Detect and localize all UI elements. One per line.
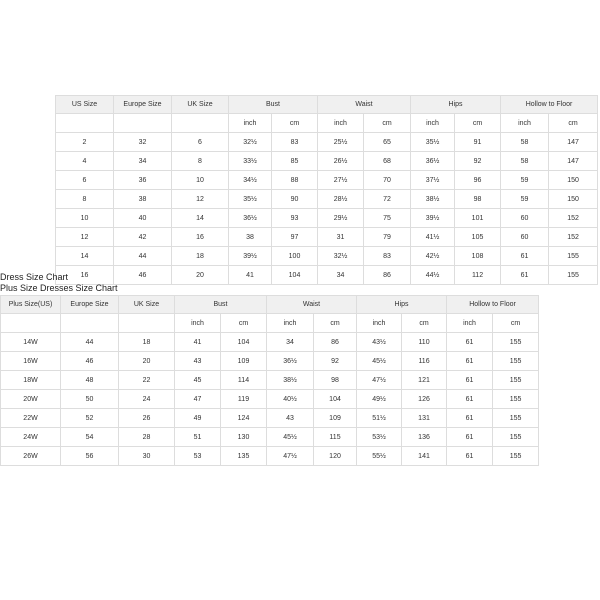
value-cell: 16 (172, 228, 229, 247)
size-cell: 24W (1, 428, 61, 447)
value-cell: 120 (314, 447, 357, 466)
value-cell: 26½ (318, 152, 364, 171)
value-cell: 29½ (318, 209, 364, 228)
value-cell: 32 (114, 133, 172, 152)
empty-cell (172, 114, 229, 133)
header-cell: Hollow to Floor (447, 296, 539, 314)
table-header-row (56, 96, 598, 114)
unit-cell: cm (549, 114, 598, 133)
value-cell: 38½ (267, 371, 314, 390)
value-cell: 35½ (411, 133, 455, 152)
value-cell: 155 (493, 371, 539, 390)
value-cell: 86 (364, 266, 411, 285)
value-cell: 46 (114, 266, 172, 285)
value-cell: 30 (119, 447, 175, 466)
value-cell: 112 (455, 266, 501, 285)
header-cell: Hips (411, 96, 501, 114)
value-cell: 70 (364, 171, 411, 190)
value-cell: 60 (501, 209, 549, 228)
value-cell: 40 (114, 209, 172, 228)
value-cell: 53½ (357, 428, 402, 447)
table-row (1, 428, 539, 447)
size-cell: 18W (1, 371, 61, 390)
value-cell: 41½ (411, 228, 455, 247)
value-cell: 155 (549, 266, 598, 285)
value-cell: 85 (272, 152, 318, 171)
value-cell: 83 (364, 247, 411, 266)
value-cell: 47 (175, 390, 221, 409)
value-cell: 141 (402, 447, 447, 466)
value-cell: 27½ (318, 171, 364, 190)
table-row (56, 171, 598, 190)
value-cell: 61 (447, 371, 493, 390)
value-cell: 152 (549, 228, 598, 247)
header-cell: Waist (318, 96, 411, 114)
empty-cell (119, 314, 175, 333)
size-cell: 20W (1, 390, 61, 409)
size-cell: 16W (1, 352, 61, 371)
value-cell: 61 (447, 333, 493, 352)
table-row (1, 409, 539, 428)
value-cell: 68 (364, 152, 411, 171)
value-cell: 36½ (267, 352, 314, 371)
header-cell: Europe Size (61, 296, 119, 314)
table-subheader-row (56, 114, 598, 133)
value-cell: 72 (364, 190, 411, 209)
size-cell: 2 (56, 133, 114, 152)
value-cell: 36½ (411, 152, 455, 171)
table-row (56, 190, 598, 209)
value-cell: 61 (501, 266, 549, 285)
value-cell: 45½ (357, 352, 402, 371)
value-cell: 124 (221, 409, 267, 428)
value-cell: 40½ (267, 390, 314, 409)
value-cell: 8 (172, 152, 229, 171)
value-cell: 116 (402, 352, 447, 371)
value-cell: 44 (61, 333, 119, 352)
value-cell: 25½ (318, 133, 364, 152)
value-cell: 43 (267, 409, 314, 428)
value-cell: 126 (402, 390, 447, 409)
value-cell: 50 (61, 390, 119, 409)
header-cell: Hollow to Floor (501, 96, 598, 114)
value-cell: 24 (119, 390, 175, 409)
table-row (56, 209, 598, 228)
value-cell: 39½ (229, 247, 272, 266)
value-cell: 44½ (411, 266, 455, 285)
value-cell: 42 (114, 228, 172, 247)
value-cell: 130 (221, 428, 267, 447)
unit-cell: inch (501, 114, 549, 133)
value-cell: 33½ (229, 152, 272, 171)
value-cell: 45 (175, 371, 221, 390)
unit-cell: cm (455, 114, 501, 133)
value-cell: 44 (114, 247, 172, 266)
value-cell: 6 (172, 133, 229, 152)
value-cell: 86 (314, 333, 357, 352)
table-row (1, 390, 539, 409)
unit-cell: inch (175, 314, 221, 333)
value-cell: 38 (114, 190, 172, 209)
value-cell: 79 (364, 228, 411, 247)
value-cell: 136 (402, 428, 447, 447)
value-cell: 97 (272, 228, 318, 247)
value-cell: 155 (493, 409, 539, 428)
value-cell: 109 (314, 409, 357, 428)
value-cell: 56 (61, 447, 119, 466)
value-cell: 110 (402, 333, 447, 352)
value-cell: 38½ (411, 190, 455, 209)
value-cell: 18 (119, 333, 175, 352)
value-cell: 114 (221, 371, 267, 390)
table-row (1, 371, 539, 390)
value-cell: 150 (549, 171, 598, 190)
value-cell: 75 (364, 209, 411, 228)
value-cell: 34 (114, 152, 172, 171)
value-cell: 32½ (229, 133, 272, 152)
unit-cell: inch (447, 314, 493, 333)
empty-cell (1, 314, 61, 333)
value-cell: 65 (364, 133, 411, 152)
value-cell: 18 (172, 247, 229, 266)
value-cell: 14 (172, 209, 229, 228)
value-cell: 108 (455, 247, 501, 266)
header-cell: Bust (229, 96, 318, 114)
value-cell: 37½ (411, 171, 455, 190)
value-cell: 52 (61, 409, 119, 428)
value-cell: 20 (119, 352, 175, 371)
value-cell: 83 (272, 133, 318, 152)
value-cell: 155 (493, 447, 539, 466)
value-cell: 34 (267, 333, 314, 352)
value-cell: 135 (221, 447, 267, 466)
value-cell: 60 (501, 228, 549, 247)
table-subheader-row (1, 314, 539, 333)
size-cell: 22W (1, 409, 61, 428)
value-cell: 10 (172, 171, 229, 190)
value-cell: 46 (61, 352, 119, 371)
unit-cell: cm (364, 114, 411, 133)
value-cell: 147 (549, 152, 598, 171)
unit-cell: cm (272, 114, 318, 133)
value-cell: 47½ (267, 447, 314, 466)
value-cell: 58 (501, 152, 549, 171)
value-cell: 42½ (411, 247, 455, 266)
value-cell: 39½ (411, 209, 455, 228)
empty-cell (61, 314, 119, 333)
table-row (56, 133, 598, 152)
value-cell: 105 (455, 228, 501, 247)
value-cell: 31 (318, 228, 364, 247)
value-cell: 59 (501, 171, 549, 190)
unit-cell: inch (357, 314, 402, 333)
value-cell: 104 (272, 266, 318, 285)
size-cell: 4 (56, 152, 114, 171)
value-cell: 28 (119, 428, 175, 447)
unit-cell: inch (318, 114, 364, 133)
value-cell: 36½ (229, 209, 272, 228)
value-cell: 98 (455, 190, 501, 209)
value-cell: 41 (229, 266, 272, 285)
unit-cell: cm (493, 314, 539, 333)
header-cell: Hips (357, 296, 447, 314)
value-cell: 34½ (229, 171, 272, 190)
value-cell: 12 (172, 190, 229, 209)
value-cell: 98 (314, 371, 357, 390)
unit-cell: inch (267, 314, 314, 333)
value-cell: 155 (493, 352, 539, 371)
unit-cell: cm (402, 314, 447, 333)
value-cell: 51½ (357, 409, 402, 428)
dress-size-table (55, 95, 598, 285)
header-cell: Bust (175, 296, 267, 314)
value-cell: 119 (221, 390, 267, 409)
value-cell: 45½ (267, 428, 314, 447)
unit-cell: inch (411, 114, 455, 133)
value-cell: 38 (229, 228, 272, 247)
value-cell: 104 (221, 333, 267, 352)
value-cell: 115 (314, 428, 357, 447)
value-cell: 88 (272, 171, 318, 190)
value-cell: 49 (175, 409, 221, 428)
value-cell: 155 (549, 247, 598, 266)
value-cell: 55½ (357, 447, 402, 466)
value-cell: 43 (175, 352, 221, 371)
value-cell: 150 (549, 190, 598, 209)
size-cell: 14 (56, 247, 114, 266)
value-cell: 61 (501, 247, 549, 266)
value-cell: 22 (119, 371, 175, 390)
value-cell: 155 (493, 390, 539, 409)
value-cell: 61 (447, 352, 493, 371)
value-cell: 51 (175, 428, 221, 447)
value-cell: 20 (172, 266, 229, 285)
value-cell: 59 (501, 190, 549, 209)
value-cell: 49½ (357, 390, 402, 409)
value-cell: 36 (114, 171, 172, 190)
value-cell: 48 (61, 371, 119, 390)
value-cell: 61 (447, 409, 493, 428)
value-cell: 61 (447, 447, 493, 466)
value-cell: 155 (493, 428, 539, 447)
size-cell: 16 (56, 266, 114, 285)
table-row (1, 352, 539, 371)
value-cell: 47½ (357, 371, 402, 390)
table-row (56, 152, 598, 171)
header-cell: Waist (267, 296, 357, 314)
header-cell: Europe Size (114, 96, 172, 114)
value-cell: 147 (549, 133, 598, 152)
plus-size-chart-caption: Plus Size Dresses Size Chart (0, 283, 118, 293)
value-cell: 92 (455, 152, 501, 171)
value-cell: 100 (272, 247, 318, 266)
value-cell: 54 (61, 428, 119, 447)
table-row (56, 228, 598, 247)
header-cell: UK Size (119, 296, 175, 314)
value-cell: 92 (314, 352, 357, 371)
value-cell: 121 (402, 371, 447, 390)
size-cell: 6 (56, 171, 114, 190)
value-cell: 152 (549, 209, 598, 228)
value-cell: 104 (314, 390, 357, 409)
value-cell: 61 (447, 390, 493, 409)
table-row (56, 266, 598, 285)
value-cell: 96 (455, 171, 501, 190)
value-cell: 32½ (318, 247, 364, 266)
empty-cell (56, 114, 114, 133)
size-cell: 14W (1, 333, 61, 352)
plus-size-table (0, 295, 539, 466)
unit-cell: inch (229, 114, 272, 133)
size-cell: 10 (56, 209, 114, 228)
header-cell: UK Size (172, 96, 229, 114)
header-cell: Plus Size(US) (1, 296, 61, 314)
value-cell: 26 (119, 409, 175, 428)
value-cell: 91 (455, 133, 501, 152)
value-cell: 93 (272, 209, 318, 228)
value-cell: 53 (175, 447, 221, 466)
value-cell: 90 (272, 190, 318, 209)
value-cell: 58 (501, 133, 549, 152)
table-row (1, 447, 539, 466)
size-cell: 12 (56, 228, 114, 247)
value-cell: 109 (221, 352, 267, 371)
table-header-row (1, 296, 539, 314)
value-cell: 101 (455, 209, 501, 228)
table-row (1, 333, 539, 352)
size-cell: 8 (56, 190, 114, 209)
size-cell: 26W (1, 447, 61, 466)
dress-size-chart-caption: Dress Size Chart (0, 272, 69, 282)
value-cell: 28½ (318, 190, 364, 209)
unit-cell: cm (314, 314, 357, 333)
unit-cell: cm (221, 314, 267, 333)
value-cell: 43½ (357, 333, 402, 352)
value-cell: 155 (493, 333, 539, 352)
value-cell: 131 (402, 409, 447, 428)
header-cell: US Size (56, 96, 114, 114)
table-row (56, 247, 598, 266)
value-cell: 34 (318, 266, 364, 285)
value-cell: 35½ (229, 190, 272, 209)
value-cell: 61 (447, 428, 493, 447)
empty-cell (114, 114, 172, 133)
value-cell: 41 (175, 333, 221, 352)
